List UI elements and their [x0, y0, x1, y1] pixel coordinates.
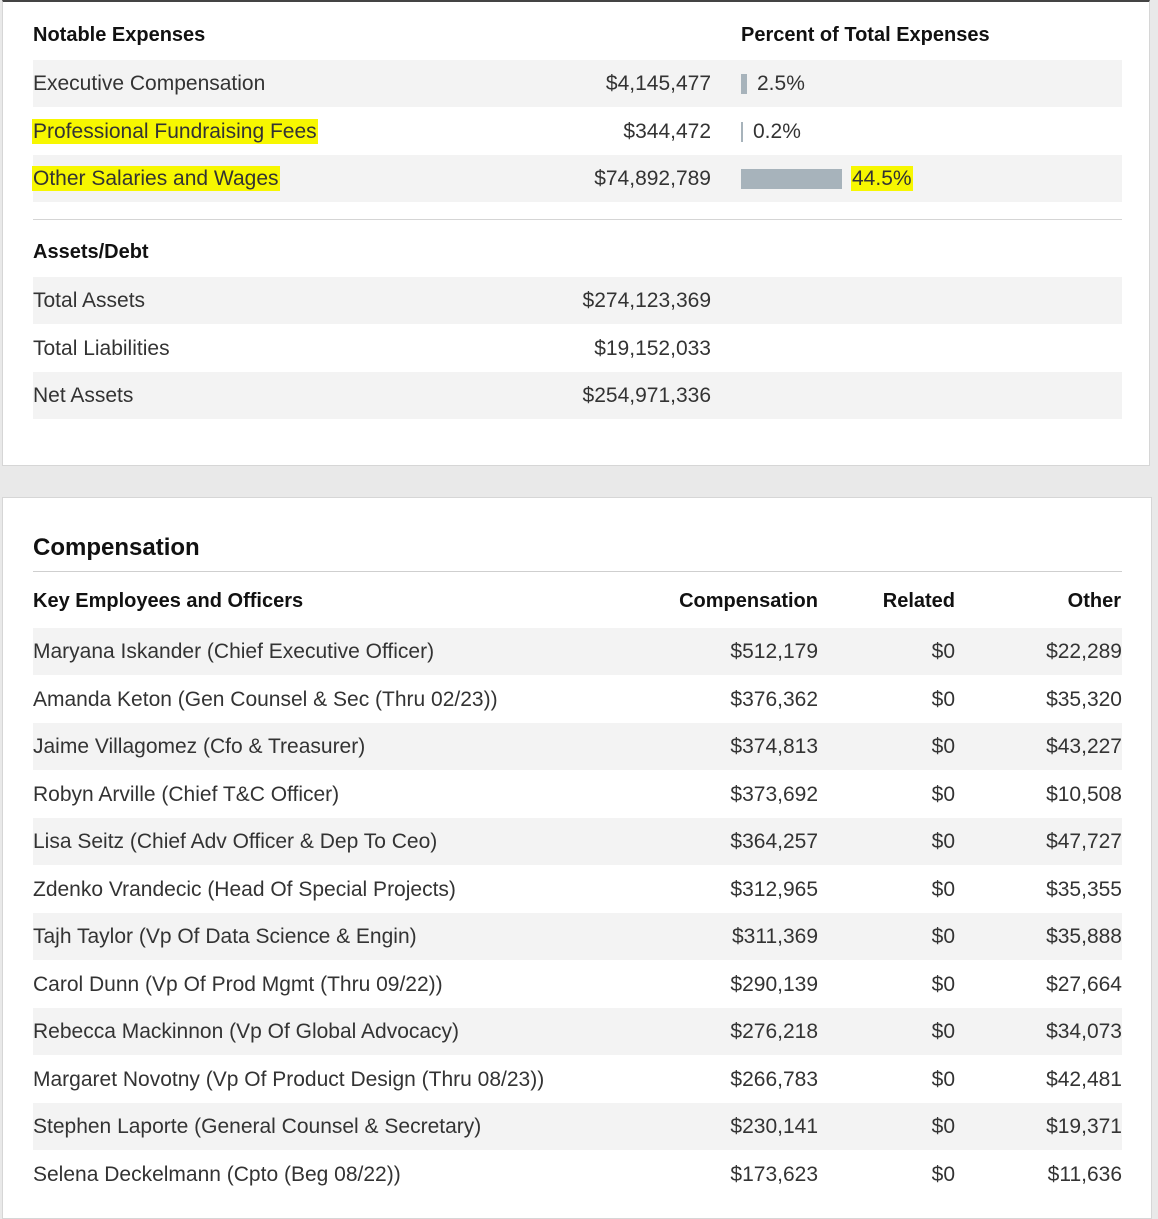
expense-percent-bar — [741, 169, 842, 189]
table-row — [33, 1151, 1122, 1198]
asset-row — [33, 325, 1122, 372]
other-value: $35,355 — [1046, 877, 1122, 901]
other-value: $11,636 — [1047, 1162, 1122, 1186]
related-value: $0 — [931, 1067, 955, 1091]
asset-amount: $254,971,336 — [582, 384, 711, 407]
compensation-value: $364,257 — [730, 830, 818, 853]
related-value: $0 — [931, 782, 955, 806]
expense-amount: $344,472 — [623, 119, 711, 143]
related-value: $0 — [931, 640, 955, 663]
compensation-value: $512,179 — [730, 640, 818, 663]
assets-debt-header: Assets/Debt — [33, 241, 149, 263]
expense-amount: $4,145,477 — [605, 72, 711, 95]
expense-percent — [757, 60, 805, 107]
employee-name: Carol Dunn (Vp Of Prod Mgmt (Thru 09/22)) — [33, 972, 443, 996]
table-row — [33, 866, 1122, 913]
compensation-value: $230,141 — [730, 1115, 818, 1138]
expense-percent-bar — [741, 122, 743, 142]
table-row — [33, 676, 1122, 723]
expense-percent-text: 44.5% — [852, 167, 912, 190]
asset-row — [33, 277, 1122, 324]
expense-percent-text: 0.2% — [753, 119, 801, 143]
employee-name: Jaime Villagomez (Cfo & Treasurer) — [33, 735, 366, 758]
expense-label — [33, 155, 279, 202]
table-row — [33, 961, 1122, 1008]
compensation-value: $266,783 — [730, 1067, 818, 1091]
related-value: $0 — [931, 925, 955, 948]
employee-name: Maryana Iskander (Chief Executive Officer) — [33, 640, 435, 663]
expense-label-text: Professional Fundraising Fees — [33, 119, 317, 143]
col-header-name: Key Employees and Officers — [33, 590, 304, 612]
related-value: $0 — [931, 830, 955, 853]
related-value: $0 — [931, 972, 955, 996]
divider — [33, 219, 1122, 220]
related-value: $0 — [931, 735, 955, 758]
related-value: $0 — [931, 1162, 955, 1186]
expense-row — [33, 108, 1122, 155]
employee-name: Tajh Taylor (Vp Of Data Science & Engin) — [33, 925, 417, 948]
other-value: $35,888 — [1046, 925, 1122, 948]
expense-label — [33, 60, 265, 107]
asset-label: Net Assets — [33, 384, 134, 407]
asset-amount: $19,152,033 — [594, 336, 711, 360]
asset-amount: $274,123,369 — [582, 289, 711, 312]
other-value: $47,727 — [1046, 830, 1122, 853]
table-row — [33, 1103, 1122, 1150]
employee-name: Zdenko Vrandecic (Head Of Special Projects) — [33, 877, 456, 901]
compensation-value: $173,623 — [730, 1162, 818, 1186]
other-value: $42,481 — [1046, 1067, 1122, 1091]
compensation-value: $290,139 — [730, 972, 818, 996]
employee-name: Stephen Laporte (General Counsel & Secretary) — [33, 1115, 482, 1138]
compensation-value: $376,362 — [730, 687, 818, 711]
compensation-value: $311,369 — [731, 925, 818, 948]
compensation-title: Compensation — [33, 534, 200, 561]
expense-amount: $74,892,789 — [594, 167, 711, 190]
employee-name: Robyn Arville (Chief T&C Officer) — [33, 782, 340, 806]
employee-name: Margaret Novotny (Vp Of Product Design (Thru 08/23)) — [33, 1067, 545, 1091]
compensation-card — [2, 497, 1152, 1219]
employee-name: Selena Deckelmann (Cpto (Beg 08/22)) — [33, 1162, 401, 1186]
compensation-value: $374,813 — [730, 735, 818, 758]
expense-percent — [753, 108, 801, 155]
table-row — [33, 1008, 1122, 1055]
expense-percent-text: 2.5% — [757, 72, 805, 95]
compensation-value: $276,218 — [730, 1020, 818, 1043]
notable-expenses-header: Notable Expenses — [33, 24, 206, 46]
employee-name: Lisa Seitz (Chief Adv Officer & Dep To Ceo) — [33, 830, 438, 853]
col-header-related: Related — [882, 590, 955, 612]
related-value: $0 — [931, 687, 955, 711]
other-value: $27,664 — [1046, 972, 1122, 996]
table-row — [33, 818, 1122, 865]
divider — [33, 571, 1122, 572]
other-value: $35,320 — [1046, 687, 1122, 711]
expense-label-text: Other Salaries and Wages — [33, 167, 279, 190]
employee-name: Amanda Keton (Gen Counsel & Sec (Thru 02/23)) — [33, 687, 498, 711]
related-value: $0 — [931, 877, 955, 901]
expense-label — [33, 108, 317, 155]
expense-row — [33, 155, 1122, 202]
related-value: $0 — [931, 1020, 955, 1043]
financials-card — [2, 0, 1150, 466]
expense-percent-bar — [741, 74, 747, 94]
asset-row — [33, 372, 1122, 419]
table-row — [33, 913, 1122, 960]
table-row — [33, 1056, 1122, 1103]
expense-percent — [852, 155, 912, 202]
expense-row — [33, 60, 1122, 107]
other-value: $10,508 — [1046, 782, 1122, 806]
compensation-value: $373,692 — [730, 782, 818, 806]
other-value: $22,289 — [1046, 640, 1122, 663]
other-value: $43,227 — [1046, 735, 1122, 758]
col-header-other: Other — [1067, 590, 1121, 612]
related-value: $0 — [931, 1115, 955, 1138]
table-row — [33, 771, 1122, 818]
expense-label-text: Executive Compensation — [33, 72, 266, 95]
other-value: $34,073 — [1046, 1020, 1122, 1043]
asset-label: Total Assets — [33, 289, 146, 312]
compensation-value: $312,965 — [730, 877, 818, 901]
asset-label: Total Liabilities — [33, 336, 170, 360]
table-row — [33, 723, 1122, 770]
employee-name: Rebecca Mackinnon (Vp Of Global Advocacy) — [33, 1020, 460, 1043]
percent-of-expenses-header: Percent of Total Expenses — [741, 24, 990, 46]
other-value: $19,371 — [1046, 1115, 1122, 1138]
table-row — [33, 628, 1122, 675]
col-header-compensation: Compensation — [679, 590, 818, 612]
